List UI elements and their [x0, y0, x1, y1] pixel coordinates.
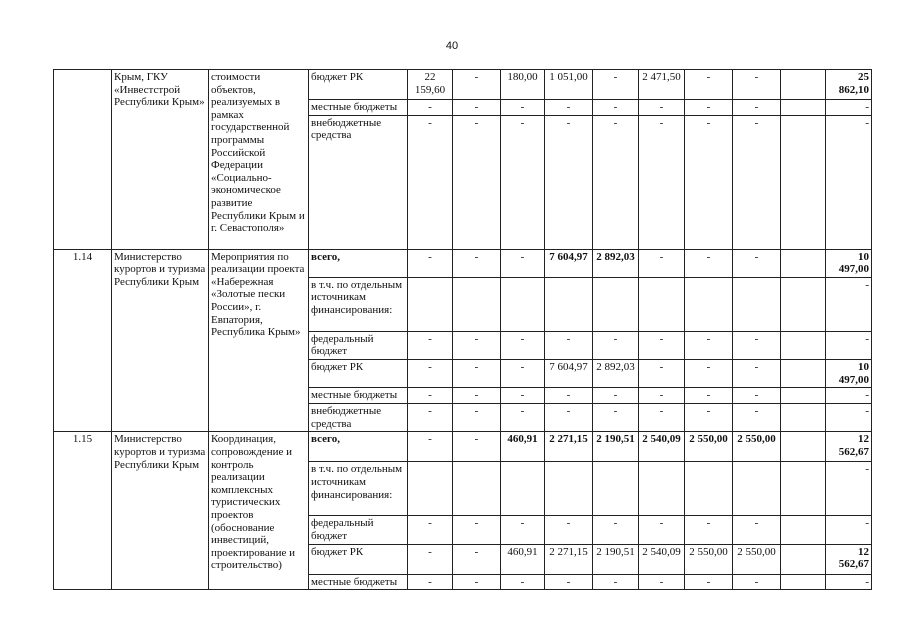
value-cell: - — [501, 574, 545, 590]
value-cell: - — [545, 388, 593, 404]
source-cell: федеральный бюджет — [309, 516, 408, 544]
source-cell: федеральный бюджет — [309, 331, 408, 359]
value-cell: 2 271,15 — [545, 432, 593, 462]
value-cell — [781, 574, 826, 590]
value-cell: 460,91 — [501, 432, 545, 462]
value-cell: - — [408, 432, 453, 462]
total-cell: - — [826, 404, 872, 432]
value-cell: - — [685, 574, 733, 590]
value-cell: 7 604,97 — [545, 249, 593, 277]
value-cell — [781, 249, 826, 277]
value-cell: - — [733, 574, 781, 590]
value-cell: - — [593, 574, 639, 590]
value-cell: - — [639, 388, 685, 404]
total-cell: 10 497,00 — [826, 249, 872, 277]
value-cell — [781, 100, 826, 116]
value-cell: - — [501, 404, 545, 432]
value-cell — [781, 544, 826, 574]
total-cell: - — [826, 574, 872, 590]
value-cell: - — [453, 404, 501, 432]
value-cell: 460,91 — [501, 544, 545, 574]
value-cell: - — [639, 574, 685, 590]
value-cell: - — [408, 115, 453, 249]
value-cell: - — [453, 359, 501, 387]
source-cell: бюджет РК — [309, 544, 408, 574]
value-cell — [781, 432, 826, 462]
value-cell — [781, 70, 826, 100]
value-cell: - — [545, 115, 593, 249]
value-cell — [781, 388, 826, 404]
value-cell: - — [685, 249, 733, 277]
funding-table — [53, 69, 872, 590]
executor-cell: Министерство курортов и туризма Республики Крым — [112, 432, 209, 590]
value-cell: 2 271,15 — [545, 544, 593, 574]
value-cell: 2 550,00 — [685, 432, 733, 462]
total-cell: - — [826, 462, 872, 516]
source-cell: внебюджетные средства — [309, 115, 408, 249]
value-cell: - — [453, 388, 501, 404]
source-cell: всего, — [309, 249, 408, 277]
value-cell: - — [501, 115, 545, 249]
value-cell: - — [685, 115, 733, 249]
value-cell: - — [733, 404, 781, 432]
value-cell: - — [453, 70, 501, 100]
source-cell: местные бюджеты — [309, 100, 408, 116]
value-cell: - — [639, 404, 685, 432]
source-cell: местные бюджеты — [309, 388, 408, 404]
value-cell: - — [453, 516, 501, 544]
value-cell: - — [593, 115, 639, 249]
value-cell: 2 892,03 — [593, 359, 639, 387]
value-cell: - — [685, 516, 733, 544]
row-number: 1.14 — [54, 249, 112, 432]
value-cell: 2 190,51 — [593, 544, 639, 574]
source-cell: бюджет РК — [309, 359, 408, 387]
source-cell: местные бюджеты — [309, 574, 408, 590]
total-cell: - — [826, 331, 872, 359]
value-cell: - — [639, 359, 685, 387]
executor-cell: Крым, ГКУ «Инвестстрой Республики Крым» — [112, 70, 209, 250]
value-cell — [781, 331, 826, 359]
value-cell: - — [408, 249, 453, 277]
value-cell: - — [453, 432, 501, 462]
value-cell: - — [453, 100, 501, 116]
value-cell: - — [733, 100, 781, 116]
value-cell: - — [733, 359, 781, 387]
total-cell: - — [826, 516, 872, 544]
total-cell: 12 562,67 — [826, 544, 872, 574]
value-cell: - — [501, 388, 545, 404]
value-cell: - — [408, 544, 453, 574]
value-cell: - — [733, 249, 781, 277]
total-cell: - — [826, 100, 872, 116]
value-cell: - — [593, 388, 639, 404]
value-cell — [781, 115, 826, 249]
source-cell: всего, — [309, 432, 408, 462]
table-row — [54, 432, 872, 462]
value-cell: 2 190,51 — [593, 432, 639, 462]
event-cell: Координация, сопровождение и контроль реализации комплексных туристических проектов (обоснование инвестиций, проектирование и строительство) — [209, 432, 309, 590]
value-cell: 2 540,09 — [639, 544, 685, 574]
value-cell: - — [501, 331, 545, 359]
value-cell: - — [733, 388, 781, 404]
value-cell: - — [593, 100, 639, 116]
value-cell: - — [453, 544, 501, 574]
value-cell: - — [639, 100, 685, 116]
value-cell: - — [408, 331, 453, 359]
value-cell: 22 159,60 — [408, 70, 453, 100]
value-cell: - — [408, 574, 453, 590]
value-cell: - — [685, 331, 733, 359]
value-cell: 180,00 — [501, 70, 545, 100]
value-cell: - — [408, 388, 453, 404]
total-cell: - — [826, 115, 872, 249]
value-cell: - — [501, 249, 545, 277]
table-row — [54, 249, 872, 277]
value-cell: - — [545, 404, 593, 432]
value-cell: 2 892,03 — [593, 249, 639, 277]
value-cell: - — [408, 516, 453, 544]
value-cell: - — [453, 115, 501, 249]
value-cell: - — [501, 359, 545, 387]
total-cell: 25 862,10 — [826, 70, 872, 100]
table-row — [54, 70, 872, 100]
value-cell: 2 540,09 — [639, 432, 685, 462]
value-cell: - — [545, 331, 593, 359]
value-cell: - — [593, 331, 639, 359]
value-cell — [781, 359, 826, 387]
value-cell: 1 051,00 — [545, 70, 593, 100]
value-cell: - — [593, 404, 639, 432]
value-cell: - — [639, 331, 685, 359]
value-cell: - — [639, 115, 685, 249]
value-cell: - — [545, 574, 593, 590]
value-cell: - — [685, 359, 733, 387]
value-cell: - — [733, 115, 781, 249]
total-cell: - — [826, 277, 872, 331]
value-cell: 2 550,00 — [733, 544, 781, 574]
value-cell: - — [733, 70, 781, 100]
row-number: 1.15 — [54, 432, 112, 590]
value-cell: - — [453, 249, 501, 277]
value-cell: - — [545, 100, 593, 116]
value-cell: - — [408, 404, 453, 432]
event-cell: Мероприятия по реализации проекта «Набережная «Золотые пески России», г. Евпатория, Республика Крым» — [209, 249, 309, 432]
value-cell: 2 550,00 — [733, 432, 781, 462]
value-cell — [781, 404, 826, 432]
value-cell — [781, 516, 826, 544]
value-cell: - — [501, 516, 545, 544]
value-cell: - — [501, 100, 545, 116]
total-cell: 10 497,00 — [826, 359, 872, 387]
value-cell: - — [639, 249, 685, 277]
value-cell: 7 604,97 — [545, 359, 593, 387]
total-cell: 12 562,67 — [826, 432, 872, 462]
source-cell: бюджет РК — [309, 70, 408, 100]
source-cell: в т.ч. по отдельным источникам финансирования: — [309, 462, 408, 516]
value-cell: - — [685, 70, 733, 100]
total-cell: - — [826, 388, 872, 404]
value-cell: - — [733, 331, 781, 359]
value-cell: - — [639, 516, 685, 544]
value-cell: 2 550,00 — [685, 544, 733, 574]
source-cell: внебюджетные средства — [309, 404, 408, 432]
value-cell: - — [593, 516, 639, 544]
value-cell: - — [685, 100, 733, 116]
value-cell: - — [685, 388, 733, 404]
value-cell: - — [685, 404, 733, 432]
source-cell: в т.ч. по отдельным источникам финансирования: — [309, 277, 408, 331]
executor-cell: Министерство курортов и туризма Республики Крым — [112, 249, 209, 432]
row-number — [54, 70, 112, 250]
value-cell: - — [453, 331, 501, 359]
value-cell: - — [453, 574, 501, 590]
value-cell: - — [593, 70, 639, 100]
value-cell: - — [408, 100, 453, 116]
value-cell: - — [733, 516, 781, 544]
value-cell: - — [545, 516, 593, 544]
value-cell: - — [408, 359, 453, 387]
value-cell: 2 471,50 — [639, 70, 685, 100]
page-number: 40 — [445, 40, 459, 52]
event-cell: стоимости объектов, реализуемых в рамках государственной программы Российской Федерации «Социально-экономическое развитие Республики Крым и г. Севастополя» — [209, 70, 309, 250]
